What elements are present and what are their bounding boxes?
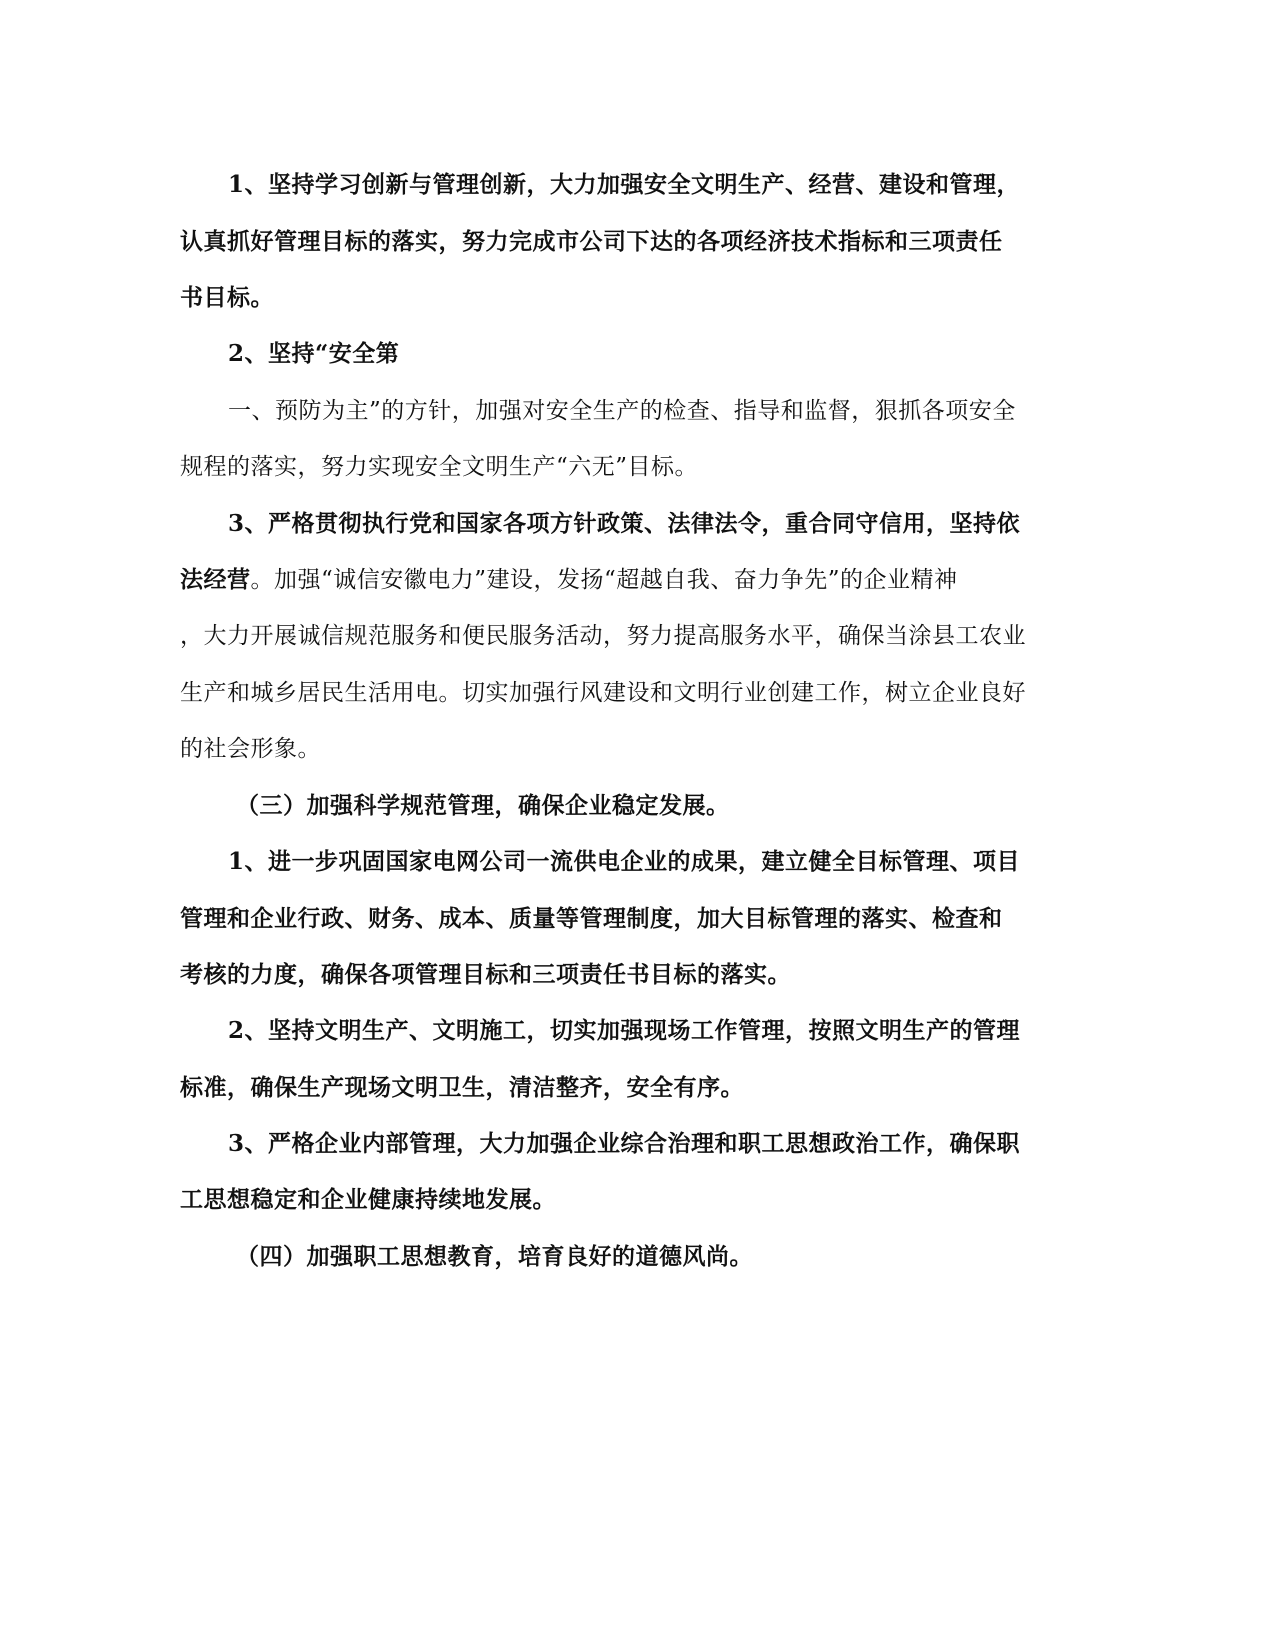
text-line: 一、预防为主”的方针，加强对安全生产的检查、指导和监督，狠抓各项安全: [228, 398, 1016, 424]
text-line: 考核的力度，确保各项管理目标和三项责任书目标的落实。: [180, 961, 791, 988]
text-line-mixed: [180, 565, 958, 595]
text-line: 规程的落实，努力实现安全文明生产“六无”目标。: [180, 454, 699, 480]
text-line: 工思想稳定和企业健康持续地发展。: [180, 1186, 556, 1213]
text-line: 的社会形象。: [180, 736, 321, 762]
section-heading: （三）加强科学规范管理，确保企业稳定发展。: [236, 792, 730, 819]
text-line: 3、严格企业内部管理，大力加强企业综合治理和职工思想政治工作，确保职: [228, 1130, 1021, 1157]
text-line: 生产和城乡居民生活用电。切实加强行风建设和文明行业创建工作，树立企业良好: [180, 680, 1026, 706]
text-line: 2、坚持文明生产、文明施工，切实加强现场工作管理，按照文明生产的管理: [228, 1017, 1021, 1044]
normal-segment: 。加强“诚信安徽电力”建设，发扬“超越自我、奋力争先”的企业精神: [250, 567, 958, 593]
section-heading: （四）加强职工思想教育，培育良好的道德风尚。: [236, 1243, 753, 1270]
text-line: 3、严格贯彻执行党和国家各项方针政策、法律法令，重合同守信用，坚持依: [228, 510, 1021, 537]
text-line: 2、坚持“安全第: [228, 340, 400, 367]
text-line: 1、坚持学习创新与管理创新，大力加强安全文明生产、经营、建设和管理，: [228, 171, 1021, 198]
text-line: 标准，确保生产现场文明卫生，清洁整齐，安全有序。: [180, 1074, 744, 1101]
text-line: 管理和企业行政、财务、成本、质量等管理制度，加大目标管理的落实、检查和: [180, 905, 1003, 932]
bold-segment: 法经营: [180, 566, 251, 593]
text-line: 书目标。: [180, 284, 274, 311]
text-line: 1、进一步巩固国家电网公司一流供电企业的成果，建立健全目标管理、项目: [228, 848, 1021, 875]
text-line: 认真抓好管理目标的落实，努力完成市公司下达的各项经济技术指标和三项责任: [180, 228, 1003, 255]
text-line: ，大力开展诚信规范服务和便民服务活动，努力提高服务水平，确保当涂县工农业: [180, 623, 1026, 649]
